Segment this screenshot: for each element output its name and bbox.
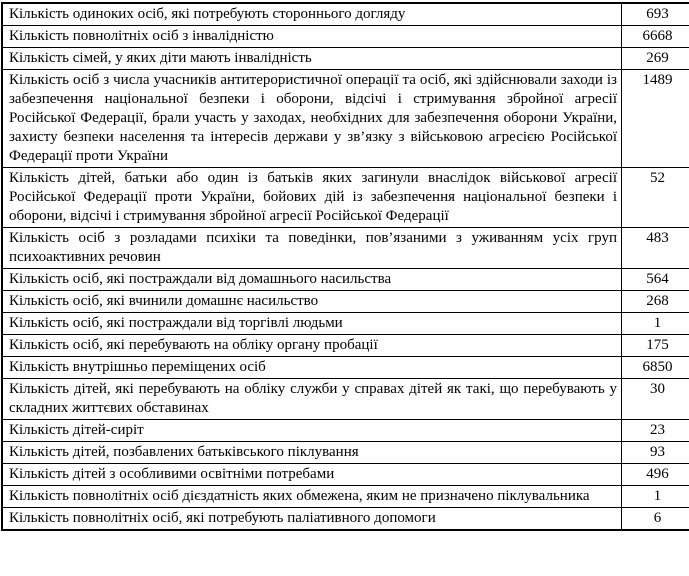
row-label: Кількість осіб з числа учасників антитерористичної операції та осіб, які здійснювали заходи із забезпечення національної безпеки і оборони, відсічі і стримування збройної агресії Російської Федерації, брали участь у заходах, необхідних для забезпечення оборони України, захисту безпеки населення та інтересів держави у зв’язку з військовою агресією Російської Федерації проти України xyxy=(2,70,622,168)
row-label: Кількість дітей, батьки або один із батьків яких загинули внаслідок військової агресії Російської Федерації проти України, бойових дій із забезпечення національної безпеки і оборони, відсічі і стримування збройної агресії Російської Федерації xyxy=(2,168,622,228)
row-value: 52 xyxy=(622,168,689,228)
row-value: 175 xyxy=(622,335,689,357)
table-row xyxy=(2,420,689,442)
row-value: 268 xyxy=(622,291,689,313)
row-value: 1 xyxy=(622,486,689,508)
row-label: Кількість одиноких осіб, які потребують стороннього догляду xyxy=(2,3,622,26)
table-row xyxy=(2,335,689,357)
row-label: Кількість осіб, які постраждали від торгівлі людьми xyxy=(2,313,622,335)
row-value: 1489 xyxy=(622,70,689,168)
row-value: 6850 xyxy=(622,357,689,379)
table-row xyxy=(2,464,689,486)
statistics-table xyxy=(1,2,689,531)
row-label: Кількість внутрішньо переміщених осіб xyxy=(2,357,622,379)
table-row xyxy=(2,168,689,228)
table-row xyxy=(2,291,689,313)
row-value: 496 xyxy=(622,464,689,486)
row-value: 693 xyxy=(622,3,689,26)
table-row xyxy=(2,379,689,420)
table-row xyxy=(2,486,689,508)
row-label: Кількість повнолітніх осіб з інвалідністю xyxy=(2,26,622,48)
table-row xyxy=(2,3,689,26)
table-row xyxy=(2,48,689,70)
row-label: Кількість дітей з особливими освітніми потребами xyxy=(2,464,622,486)
row-value: 564 xyxy=(622,269,689,291)
row-value: 6 xyxy=(622,508,689,531)
table-row xyxy=(2,26,689,48)
table-row xyxy=(2,70,689,168)
table-row xyxy=(2,313,689,335)
row-value: 483 xyxy=(622,228,689,269)
row-label: Кількість осіб, які вчинили домашнє насильство xyxy=(2,291,622,313)
row-label: Кількість повнолітніх осіб, які потребують паліативного допомоги xyxy=(2,508,622,531)
row-label: Кількість осіб з розладами психіки та поведінки, пов’язаними з уживанням усіх груп психоактивних речовин xyxy=(2,228,622,269)
row-value: 93 xyxy=(622,442,689,464)
row-label: Кількість осіб, які постраждали від домашнього насильства xyxy=(2,269,622,291)
table-body xyxy=(2,3,689,530)
row-value: 6668 xyxy=(622,26,689,48)
row-value: 269 xyxy=(622,48,689,70)
table-row xyxy=(2,508,689,531)
row-label: Кількість осіб, які перебувають на обліку органу пробації xyxy=(2,335,622,357)
row-value: 30 xyxy=(622,379,689,420)
table-row xyxy=(2,269,689,291)
row-label: Кількість дітей-сиріт xyxy=(2,420,622,442)
row-label: Кількість повнолітніх осіб дієздатність яких обмежена, яким не призначено піклувальника xyxy=(2,486,622,508)
table-row xyxy=(2,357,689,379)
row-value: 1 xyxy=(622,313,689,335)
table-row xyxy=(2,228,689,269)
table-row xyxy=(2,442,689,464)
row-label: Кількість дітей, які перебувають на обліку служби у справах дітей як такі, що перебувають у складних життєвих обставинах xyxy=(2,379,622,420)
row-label: Кількість дітей, позбавлених батьківського піклування xyxy=(2,442,622,464)
row-label: Кількість сімей, у яких діти мають інвалідність xyxy=(2,48,622,70)
row-value: 23 xyxy=(622,420,689,442)
